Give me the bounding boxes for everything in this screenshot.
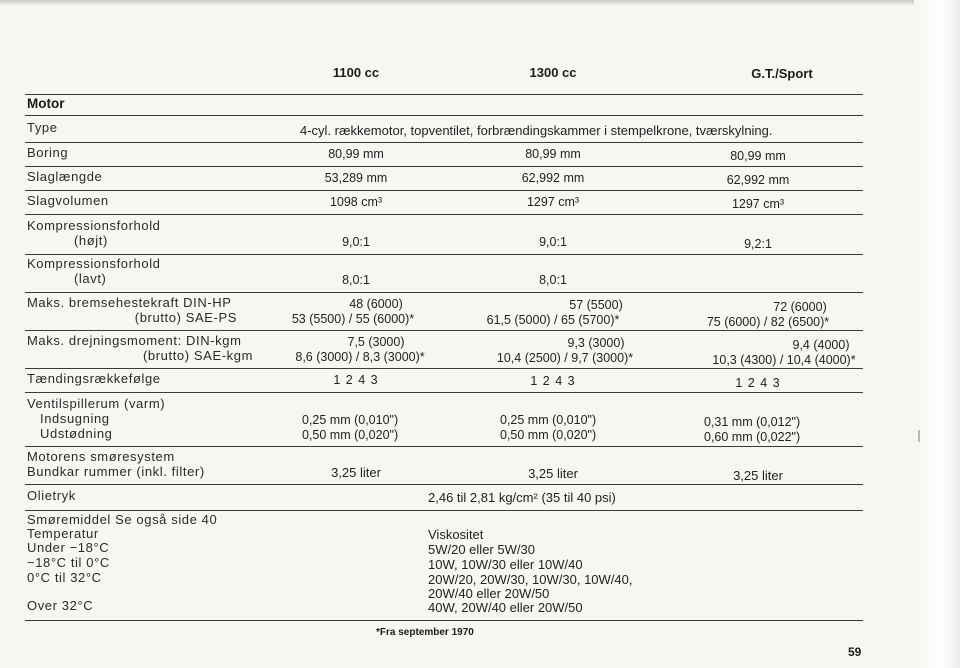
page-top-shadow [0, 0, 960, 6]
value-bundkar-1300: 3,25 liter [528, 466, 578, 481]
value-ventil-ind-1100: 0,25 mm (0,010") [302, 413, 399, 427]
rule [25, 484, 863, 485]
value-brems-din-1300: 57 (5500) [569, 298, 623, 312]
value-ventil-ud-gt: 0,60 mm (0,022") [704, 430, 801, 444]
label-slaglaengde: Slaglængde [27, 169, 103, 184]
value-boring-gt: 80,99 mm [730, 149, 786, 163]
label-temp-4: Over 32°C [27, 598, 94, 613]
label-kompression-hojt: (højt) [74, 233, 108, 248]
page-number: 59 [848, 645, 862, 659]
value-visk-1: 5W/20 eller 5W/30 [428, 542, 535, 557]
value-boring-1100: 80,99 mm [328, 147, 384, 161]
value-slag-gt: 62,992 mm [726, 173, 790, 187]
label-type: Type [27, 120, 58, 135]
value-drej-din-gt: 9,4 (4000) [792, 338, 850, 352]
label-kompression: Kompressionsforhold [27, 218, 161, 233]
label-bremsehestekraft: Maks. bremsehestekraft DIN-HP [27, 295, 232, 310]
rule [25, 292, 863, 293]
page-right-edge [914, 0, 960, 668]
value-taend-gt: 1 2 4 3 [735, 376, 781, 390]
rule [25, 166, 863, 167]
label-drejningsmoment: Maks. drejningsmoment: DIN-kgm [27, 333, 242, 348]
column-header-gt-sport: G.T./Sport [751, 66, 813, 81]
value-komp-lav-1300: 8,0:1 [539, 273, 567, 287]
label-ventilspillerum: Ventilspillerum (varm) [27, 396, 166, 411]
rule [25, 254, 863, 255]
label-bremsehestekraft-brutto: (brutto) SAE-PS [134, 310, 237, 325]
rule [25, 190, 863, 191]
value-visk-5: 40W, 20W/40 eller 20W/50 [428, 600, 583, 615]
value-brems-din-1100: 48 (6000) [349, 297, 403, 311]
value-volumen-1300: 1297 cm³ [526, 195, 580, 209]
value-boring-1300: 80,99 mm [525, 147, 581, 161]
label-bundkar: Bundkar rummer (inkl. filter) [27, 464, 205, 479]
value-ventil-ud-1300: 0,50 mm (0,020") [500, 428, 597, 442]
scan-mark [918, 430, 920, 442]
value-ventil-ind-gt: 0,31 mm (0,012") [704, 415, 801, 429]
rule [25, 368, 863, 369]
value-brems-sae-1100: 53 (5500) / 55 (6000)* [291, 312, 415, 326]
value-slag-1100: 53,289 mm [324, 171, 388, 185]
value-bundkar-1100: 3,25 liter [331, 465, 381, 480]
rule [25, 446, 863, 447]
column-header-1300: 1300 cc [529, 65, 577, 80]
value-olietryk: 2,46 til 2,81 kg/cm² (35 til 40 psi) [428, 490, 616, 505]
label-indsugning: Indsugning [40, 411, 110, 426]
rule [25, 510, 863, 511]
value-visk-2: 10W, 10W/30 eller 10W/40 [428, 557, 583, 572]
label-slagvolumen: Slagvolumen [27, 193, 109, 208]
label-olietryk: Olietryk [27, 488, 76, 503]
label-boring: Boring [27, 145, 69, 160]
value-ventil-ud-1100: 0,50 mm (0,020") [302, 428, 399, 442]
value-taend-1100: 1 2 4 3 [333, 373, 379, 387]
value-komp-hoj-1100: 9,0:1 [342, 235, 370, 249]
value-volumen-1100: 1098 cm³ [329, 195, 383, 209]
value-slag-1300: 62,992 mm [521, 171, 585, 185]
rule [25, 392, 863, 393]
rule [25, 214, 863, 215]
value-visk-3: 20W/20, 20W/30, 10W/30, 10W/40, [428, 572, 633, 587]
rule [25, 142, 863, 143]
label-temp-2: −18°C til 0°C [27, 555, 110, 570]
label-temp-1: Under −18°C [27, 540, 110, 555]
value-komp-hoj-1300: 9,0:1 [539, 235, 567, 249]
rule [25, 620, 863, 621]
value-brems-din-gt: 72 (6000) [773, 300, 827, 314]
value-ventil-ind-1300: 0,25 mm (0,010") [500, 413, 597, 427]
footnote: *Fra september 1970 [376, 627, 474, 638]
label-kompression-lavt: (lavt) [74, 271, 107, 286]
value-brems-sae-1300: 61,5 (5000) / 65 (5700)* [486, 313, 620, 327]
value-drej-sae-1100: 8,6 (3000) / 8,3 (3000)* [295, 350, 425, 364]
value-brems-sae-gt: 75 (6000) / 82 (6500)* [706, 315, 830, 329]
rule [25, 115, 863, 116]
value-komp-lav-1100: 8,0:1 [342, 273, 370, 287]
value-drej-din-1300: 9,3 (3000) [567, 336, 625, 350]
label-udstodning: Udstødning [40, 426, 113, 441]
label-temp-3: 0°C til 32°C [27, 570, 102, 585]
value-drej-sae-gt: 10,3 (4300) / 10,4 (4000)* [712, 353, 856, 367]
rule [25, 330, 863, 331]
label-kompression: Kompressionsforhold [27, 256, 161, 271]
value-volumen-gt: 1297 cm³ [731, 197, 785, 211]
value-taend-1300: 1 2 4 3 [530, 374, 576, 388]
section-title-motor: Motor [27, 96, 65, 111]
value-type: 4-cyl. rækkemotor, topventilet, forbrændingskammer i stempelkrone, tværskylning. [300, 123, 773, 138]
label-viskositet: Viskositet [428, 527, 484, 542]
label-drejningsmoment-brutto: (brutto) SAE-kgm [142, 348, 253, 363]
label-taendingsraekkefolge: Tændingsrækkefølge [27, 371, 161, 386]
column-header-1100: 1100 cc [332, 65, 380, 80]
value-komp-hoj-gt: 9,2:1 [744, 237, 772, 251]
rule [25, 94, 863, 95]
value-drej-sae-1300: 10,4 (2500) / 9,7 (3000)* [496, 351, 634, 365]
label-temperatur: Temperatur [27, 526, 99, 541]
value-drej-din-1100: 7,5 (3000) [347, 335, 405, 349]
label-smoremiddel: Smøremiddel Se også side 40 [27, 512, 218, 527]
value-visk-4: 20W/40 eller 20W/50 [428, 586, 550, 601]
value-bundkar-gt: 3,25 liter [733, 468, 783, 483]
label-smoresystem: Motorens smøresystem [27, 449, 175, 464]
